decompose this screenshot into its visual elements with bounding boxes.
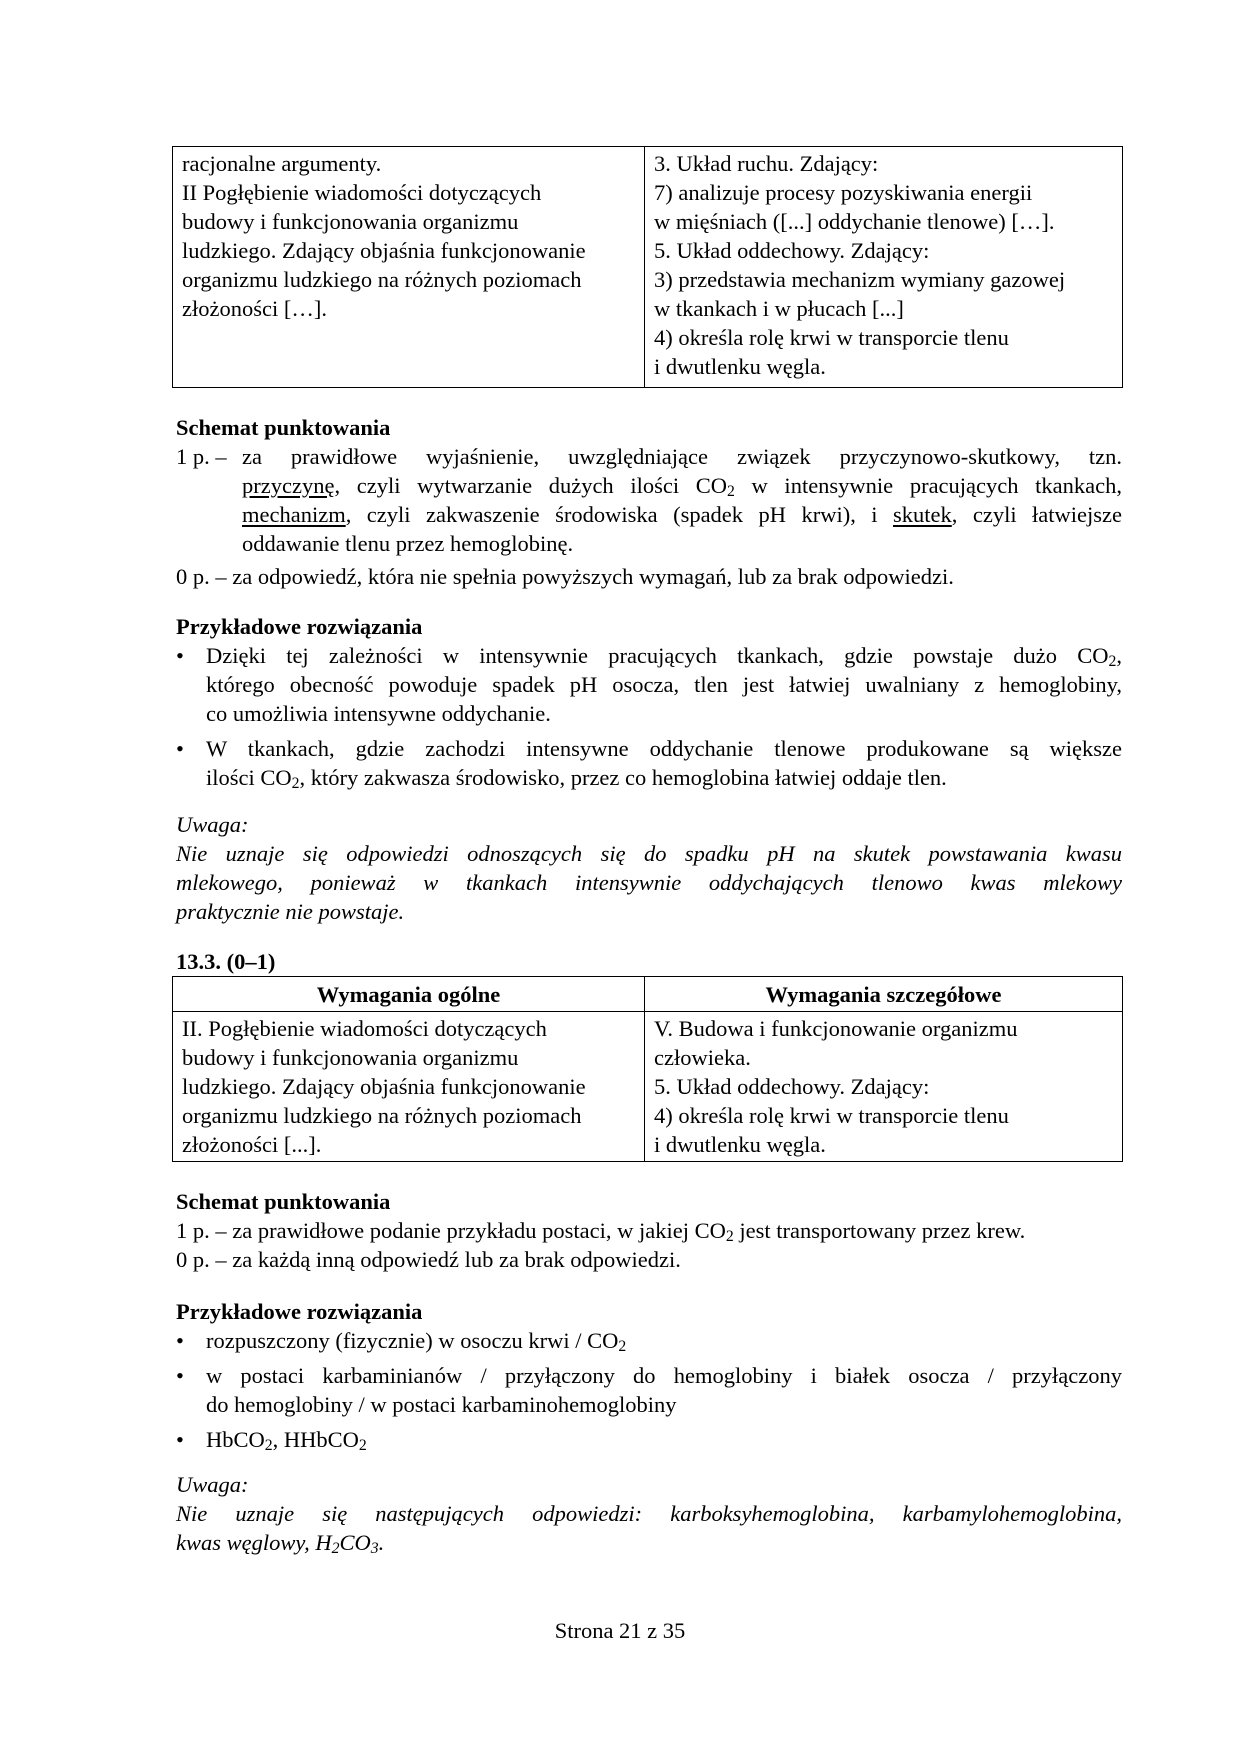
note-text: Nie uznaje się następujących odpowiedzi: karboksyhemoglobina, karbamylohemoglobina, (176, 1501, 1122, 1526)
table-line: ludzkiego. Zdający objaśnia funkcjonowanie (182, 238, 586, 263)
note-label: Uwaga: (176, 1472, 249, 1497)
table-line: budowy i funkcjonowania organizmu (182, 1045, 519, 1070)
note-section-1 (172, 810, 1122, 926)
effect-term: skutek (893, 502, 952, 527)
header-detailed: Wymagania szczegółowe (645, 977, 1123, 1012)
table-line: 4) określa rolę krwi w transporcie tlenu (654, 325, 1009, 350)
examples-list (176, 1326, 1122, 1454)
score-0-point: 0 p. – za odpowiedź, która nie spełnia powyższych wymagań, lub za brak odpowiedzi. (176, 564, 954, 589)
table-line: złożoności […]. (182, 296, 327, 321)
table-line: ludzkiego. Zdający objaśnia funkcjonowanie (182, 1074, 586, 1099)
table-line: II Pogłębienie wiadomości dotyczących (182, 180, 542, 205)
bullet-icon: • (176, 736, 184, 761)
table-line: 5. Układ oddechowy. Zdający: (654, 238, 930, 263)
table-line: V. Budowa i funkcjonowanie organizmu (654, 1016, 1018, 1041)
note-text: praktycznie nie powstaje. (176, 899, 405, 924)
requirements-table-2 (172, 976, 1123, 1162)
table-line: 3. Układ ruchu. Zdający: (654, 151, 879, 176)
scoring-section-1 (172, 413, 1122, 591)
bullet-icon: • (176, 643, 184, 668)
header-general: Wymagania ogólne (173, 977, 645, 1012)
table-line: organizmu ludzkiego na różnych poziomach (182, 1103, 582, 1128)
table-line: 5. Układ oddechowy. Zdający: (654, 1074, 930, 1099)
general-requirements-cell (173, 1012, 645, 1162)
table-line: człowieka. (654, 1045, 751, 1070)
table-line: złożoności [...]. (182, 1132, 322, 1157)
bullet-icon: • (176, 1328, 184, 1353)
score-0-point: 0 p. – za każdą inną odpowiedź lub za brak odpowiedzi. (176, 1247, 681, 1272)
examples-section-2 (172, 1297, 1122, 1454)
examples-heading: Przykładowe rozwiązania (176, 1299, 423, 1324)
requirements-table-1 (172, 146, 1123, 388)
list-item: • Dzięki tej zależności w intensywnie pracujących tkankach, gdzie powstaje dużo $CO_2$, którego obecność powoduje spadek pH osocza, tlen jest łatwiej uwalniany z hemoglobiny, co umożliwia intensywne oddychanie. (176, 643, 1122, 726)
table-line: w mięśniach ([...] oddychanie tlenowe) […]. (654, 209, 1055, 234)
table-line: II. Pogłębienie wiadomości dotyczących (182, 1016, 547, 1041)
detailed-requirements-cell (645, 1012, 1123, 1162)
page-number: Strona 21 z 35 (554, 1618, 686, 1643)
score-1-point: 1 p. – za prawidłowe podanie przykładu postaci, w jakiej $CO_2$ jest transportowany przez krew. (176, 1218, 1026, 1245)
table-line: 4) określa rolę krwi w transporcie tlenu (654, 1103, 1009, 1128)
score-1-point (176, 442, 1122, 471)
bullet-icon: • (176, 1363, 184, 1388)
task-title: 13.3. (0–1) (176, 949, 276, 974)
note-section-2 (172, 1470, 1122, 1557)
table-line: i dwutlenku węgla. (654, 1132, 826, 1157)
note-text: Nie uznaje się odpowiedzi odnoszących się do spadku pH na skutek powstawania kwasu (176, 841, 1122, 866)
table-line: i dwutlenku węgla. (654, 354, 826, 379)
table-line: racjonalne argumenty. (182, 151, 382, 176)
list-item: • w postaci karbaminianów / przyłączony do hemoglobiny i białek osocza / przyłączony do hemoglobiny / w postaci karbaminohemoglobiny (176, 1363, 1122, 1417)
list-item: • HbCO$_2$, HHbCO$_2$ (176, 1427, 367, 1454)
scoring-heading: Schemat punktowania (176, 415, 391, 440)
table-line: w tkankach i w płucach [...] (654, 296, 904, 321)
score-label: 1 p. – (176, 444, 227, 469)
mechanism-term: mechanizm (242, 502, 346, 527)
examples-section-1 (172, 612, 1122, 792)
table-line: organizmu ludzkiego na różnych poziomach (182, 267, 582, 292)
general-requirements-cell (173, 147, 645, 388)
table-line: 3) przedstawia mechanizm wymiany gazowej (654, 267, 1066, 292)
list-item: • W tkankach, gdzie zachodzi intensywne oddychanie tlenowe produkowane są większe ilości $CO_2$, który zakwasza środowisko, przez co hemoglobina łatwiej oddaje tlen. (176, 736, 1122, 792)
note-label: Uwaga: (176, 812, 249, 837)
score-text: za prawidłowe wyjaśnienie, uwzględniające związek przyczynowo-skutkowy, tzn. (242, 444, 1122, 469)
table-line: budowy i funkcjonowania organizmu (182, 209, 519, 234)
table-line: 7) analizuje procesy pozyskiwania energii (654, 180, 1033, 205)
examples-list (176, 641, 1122, 792)
detailed-requirements-cell (645, 147, 1123, 388)
page-content (172, 146, 1122, 1557)
examples-heading: Przykładowe rozwiązania (176, 614, 423, 639)
score-1-continuation: przyczynę, czyli wytwarzanie dużych ilości $CO_2$ w intensywnie pracujących tkankach, mechanizm, czyli zakwaszenie środowiska (spadek pH krwi), i skutek, czyli łatwiejsze oddawanie tlenu przez hemoglobinę. (242, 473, 1122, 556)
bullet-icon: • (176, 1427, 184, 1452)
note-text: mlekowego, ponieważ w tkankach intensywnie oddychających tlenowo kwas mlekowy (176, 870, 1122, 895)
list-item: • rozpuszczony (fizycznie) w osoczu krwi / $CO_2$ (176, 1328, 627, 1355)
scoring-section-2 (172, 1187, 1122, 1274)
page-footer (0, 1616, 1240, 1645)
note-text: kwas węglowy, $H_2CO_3$. (176, 1530, 385, 1557)
scoring-heading: Schemat punktowania (176, 1189, 391, 1214)
cause-term: przyczynę (242, 473, 335, 498)
